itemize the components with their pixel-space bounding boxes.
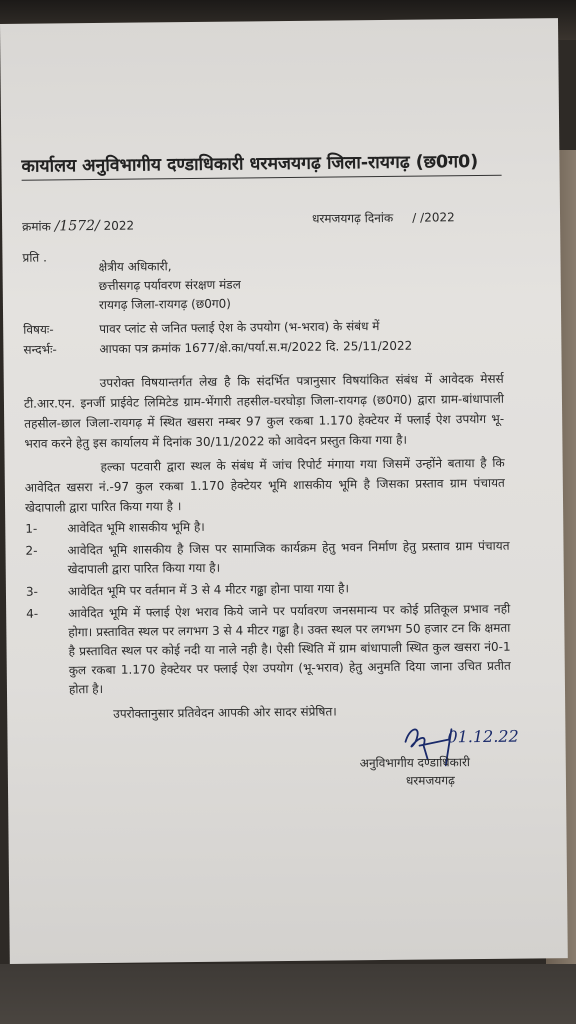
subject-text: पावर प्लांट से जनित फ्लाई ऐश के उपयोग (भ-भराव) के संबंध में bbox=[99, 319, 380, 336]
list-item bbox=[25, 537, 509, 580]
item-number: 2- bbox=[25, 543, 38, 558]
list-item bbox=[26, 600, 511, 700]
signatory-place: धरमजयगढ़ bbox=[405, 773, 455, 788]
item-text: आवेदित भूमि में फ्लाई ऐश भराव किये जाने पर पर्यावरण जनसमान्य पर कोई प्रतिकूल प्रभाव नही होगा। प्रस्तावित स्थल पर लगभग 3 से 4 मीटर गढ्ढा है। उक्त स्थल पर लगभग 50 हजार टन कि क्षमता है प्रस्तावित स्थल पर कोई नदी या नाले नही है। ऐसी स्थिति में ग्राम बांधापाली स्थित कुल खसरा नं0-1 कुल रकबा 1.170 हेक्टेयर पर फ्लाई ऐश उपयोग (भू-भराव) हेतु अनुमति दिया जाना उचित प्रतीत होता है। bbox=[68, 601, 511, 697]
address-line: छत्तीसगढ़ पर्यावरण संरक्षण मंडल bbox=[98, 277, 241, 294]
address-line: क्षेत्रीय अधिकारी, bbox=[98, 259, 172, 274]
paragraph-2: हल्का पटवारी द्वारा स्थल के संबंध में जांच रिपोर्ट मंगाया गया जिसमें उन्होंने बताया है कि आवेदित खसरा नं.-97 कुल रकबा 1.170 हेक्टेयर भूमि शासकीय भूमि है जिसका प्रस्ताव ग्राम पंचायत खेदापाली द्वारा पारित किया गया है । bbox=[24, 455, 505, 515]
closing-line: उपरोक्तानुसार प्रतिवेदन आपकी ओर सादर संप्रेषित। bbox=[113, 704, 337, 721]
item-number: 4- bbox=[26, 606, 39, 621]
signatory-designation: अनुविभागीय दण्डाधिकारी bbox=[359, 755, 471, 771]
background-bottom bbox=[0, 964, 576, 1024]
item-text: आवेदित भूमि शासकीय है जिस पर सामाजिक कार्यक्रम हेतु भवन निर्माण हेतु प्रस्ताव ग्राम पंचायत खेदापाली द्वारा पारित किया गया है। bbox=[67, 538, 510, 577]
paragraph-1: उपरोक्त विषयान्तर्गत लेख है कि संदर्भित पत्रानुसार विषयांकित संबंध में आवेदक मेसर्स टी.आर.एन. इनर्जी प्राईवेट लिमिटेड ग्राम-भेंगारी तहसील-घरघोड़ा जिला-रायगढ़ (छ0ग0) द्वारा ग्राम-बांधापाली तहसील-छाल जिला-रायगढ़ में स्थित खसरा नम्बर 97 कुल रकबा 1.170 हेक्टेयर में फ्लाई ऐश उपयोग भू-भराव करने हेतु इस कार्यालय में दिनांक 30/11/2022 को आवेदन प्रस्तुत किया गया है। bbox=[23, 371, 505, 451]
signature-date: 01.12.22 bbox=[447, 726, 519, 747]
ref-label: क्रमांक bbox=[22, 219, 51, 234]
prati-label: प्रति . bbox=[22, 250, 47, 265]
address-line: रायगढ़ जिला-रायगढ़ (छ0ग0) bbox=[98, 296, 232, 313]
ref-number: /1572/ bbox=[54, 217, 100, 235]
recipient-address bbox=[98, 257, 241, 316]
findings-list bbox=[25, 515, 511, 703]
date-place: धरमजयगढ़ दिनांक bbox=[311, 210, 394, 226]
item-number: 3- bbox=[25, 584, 38, 599]
item-text: आवेदित भूमि शासकीय भूमि है। bbox=[67, 519, 205, 536]
item-number: 1- bbox=[25, 521, 38, 536]
reference-text: आपका पत्र क्रमांक 1677/क्षे.का/पर्या.स.म/2022 दि. 25/11/2022 bbox=[99, 338, 413, 356]
reference-label: सन्दर्भः- bbox=[23, 342, 57, 357]
reference-number bbox=[22, 217, 134, 237]
subject-label: विषयः- bbox=[23, 322, 54, 337]
office-header: कार्यालय अनुविभागीय दण्डाधिकारी धरमजयगढ़ जिला-रायगढ़ (छ0ग0) bbox=[21, 149, 501, 181]
date-value: / /2022 bbox=[412, 210, 455, 225]
list-item bbox=[25, 515, 509, 539]
letter-date bbox=[312, 209, 455, 227]
ref-year: 2022 bbox=[103, 218, 135, 233]
item-text: आवेदित भूमि पर वर्तमान में 3 से 4 मीटर गढ्ढा होना पाया गया है। bbox=[67, 581, 350, 599]
list-item bbox=[26, 578, 510, 602]
document-page bbox=[0, 18, 568, 964]
